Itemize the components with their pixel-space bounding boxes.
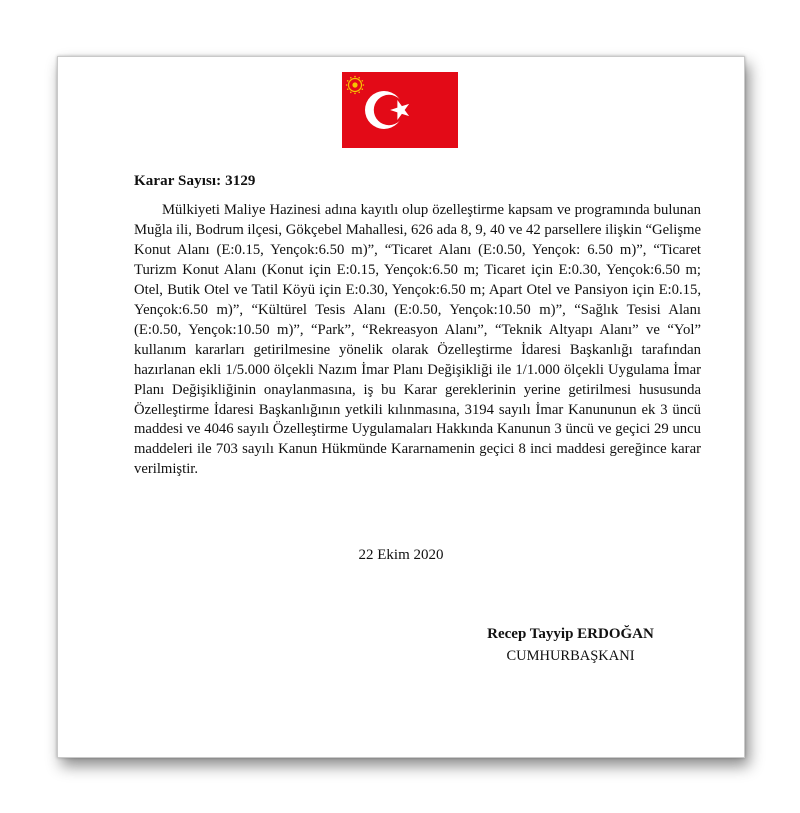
signatory-title: CUMHURBAŞKANI (506, 648, 635, 664)
decision-body-text: Mülkiyeti Maliye Hazinesi adına kayıtlı olup özelleştirme kapsam ve programında bulunan Muğla ili, Bodrum ilçesi, Gökçebel Mahallesi, 626 ada 8, 9, 40 ve 42 parsellere ilişkin “Gelişme Konut Alanı (E:0.15, Yençok:6.50 m)”, “Ticaret Alanı (E:0.50, Yençok: 6.50 m)”, “Ticaret Turizm Konut Alanı (Konut için E:0.15, Yençok:6.50 m; Ticaret için E:0.30, Yençok:6.50 m; Otel, Butik Otel ve Tatil Köyü için E:0.30, Yençok:6.50 m; Apart Otel ve Pansiyon için E:0.15, Yençok:6.50 m)”, “Kültürel Tesis Alanı (E:0.50, Yençok:10.50 m)”, “Sağlık Tesisi Alanı (E:0.50, Yençok:10.50 m)”, “Park”, “Rekreasyon Alanı”, “Teknik Altyapı Alanı” ve “Yol” kullanım kararları getirilmesine yönelik olarak Özelleştirme İdaresi Başkanlığı tarafından hazırlanan ekli 1/5.000 ölçekli Nazım İmar Planı Değişikliği ile 1/1.000 ölçekli Uygulama İmar Planı Değişikliğinin onaylanmasına, iş bu Karar gereklerinin yerine getirilmesi hususunda Özelleştirme İdaresi Başkanlığının yetkili kılınmasına, 3194 sayılı İmar Kanununun ek 3 üncü maddesi ve 4046 sayılı Özelleştirme Uygulamaları Hakkında Kanunun 3 üncü ve geçici 29 uncu maddeleri ile 703 sayılı Kanun Hükmünde Kararnamenin geçici 8 inci maddesi gereğince karar verilmiştir. (134, 202, 701, 478)
signature-block (438, 623, 703, 667)
turkish-flag-with-presidential-seal-icon (342, 72, 458, 148)
document-page (57, 56, 745, 758)
signatory-name: Recep Tayyip ERDOĞAN (487, 626, 654, 642)
decision-date: 22 Ekim 2020 (358, 547, 444, 563)
decision-number: Karar Sayısı: 3129 (134, 173, 256, 189)
